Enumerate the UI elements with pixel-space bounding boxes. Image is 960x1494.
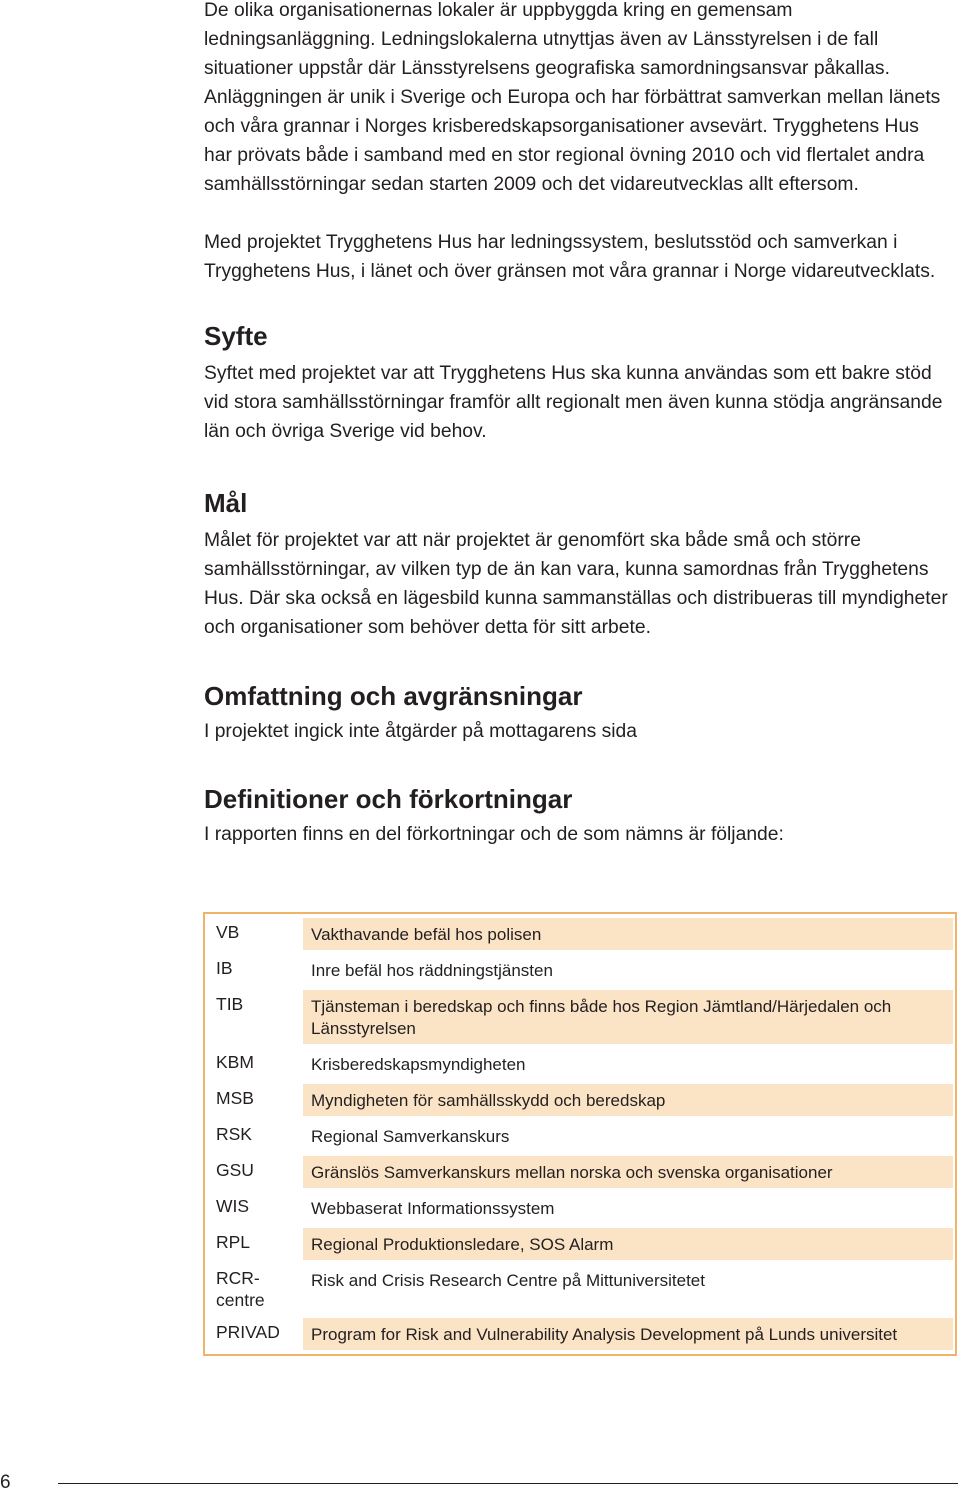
abbreviation-cell: GSU [216, 1160, 254, 1180]
mal-paragraph: Målet för projektet var att när projektet är genomfört ska både små och större samhällsstörningar, av vilken typ de än kan vara, kunna samordnas från Trygghetens Hus. Där ska också en lägesbild kunna sammanställas och distribueras till myndigheter och organisationer som behöver detta för sitt arbete. [204, 530, 948, 638]
definition-cell: Webbaserat Informationssystem [311, 1199, 555, 1218]
definition-cell: Program for Risk and Vulnerability Analysis Development på Lunds universitet [303, 1318, 953, 1350]
abbreviation-cell: MSB [216, 1088, 254, 1108]
abbreviation-table [203, 912, 957, 1356]
definitioner-paragraph: I rapporten finns en del förkortningar och de som nämns är följande: [204, 824, 784, 845]
footer-rule [58, 1483, 958, 1484]
abbreviation-cell: PRIVAD [216, 1322, 280, 1342]
definition-cell: Tjänsteman i beredskap och finns både hos Region Jämtland/Härjedalen och Länsstyrelsen [303, 990, 953, 1044]
definition-cell: Gränslös Samverkanskurs mellan norska och svenska organisationer [303, 1156, 953, 1188]
table-row [205, 952, 955, 988]
definition-cell: Risk and Crisis Research Centre på Mittuniversitetet [311, 1271, 705, 1290]
abbreviation-cell: RSK [216, 1124, 252, 1144]
definition-cell: Regional Produktionsledare, SOS Alarm [303, 1228, 953, 1260]
table-row [205, 1262, 955, 1316]
heading-omfattning: Omfattning och avgränsningar [204, 681, 583, 711]
document-body [204, 0, 952, 849]
abbreviation-cell: KBM [216, 1052, 254, 1072]
definition-cell: Regional Samverkanskurs [311, 1127, 510, 1146]
heading-syfte: Syfte [204, 321, 268, 351]
table-row [205, 988, 955, 1046]
table-row [205, 1118, 955, 1154]
table-row [205, 916, 955, 952]
heading-definitioner: Definitioner och förkortningar [204, 784, 573, 814]
definition-cell: Myndigheten för samhällsskydd och beredskap [303, 1084, 953, 1116]
definition-cell: Krisberedskapsmyndigheten [311, 1055, 526, 1074]
heading-mal: Mål [204, 488, 248, 518]
table-row [205, 1226, 955, 1262]
table-row [205, 1046, 955, 1082]
syfte-paragraph: Syftet med projektet var att Trygghetens Hus ska kunna användas som ett bakre stöd vid stora samhällsstörningar framför allt regionalt men även kunna stödja angränsande län och övriga Sverige vid behov. [204, 363, 943, 442]
definition-cell: Inre befäl hos räddningstjänsten [311, 961, 553, 980]
table-row [205, 1154, 955, 1190]
definition-cell: Vakthavande befäl hos polisen [303, 918, 953, 950]
table-row [205, 1190, 955, 1226]
table-row [205, 1082, 955, 1118]
omfattning-paragraph: I projektet ingick inte åtgärder på mottagarens sida [204, 721, 637, 742]
abbreviation-cell: TIB [216, 994, 244, 1014]
project-paragraph: Med projektet Trygghetens Hus har ledningssystem, beslutsstöd och samverkan i Trygghetens Hus, i länet och över gränsen mot våra grannar i Norge vidareutvecklats. [204, 232, 936, 282]
abbreviation-cell: RCR- centre [216, 1268, 265, 1310]
abbreviation-cell: RPL [216, 1232, 251, 1252]
abbreviation-cell: VB [216, 922, 240, 942]
abbreviation-cell: IB [216, 958, 233, 978]
page-number: 6 [0, 1472, 11, 1493]
abbreviation-cell: WIS [216, 1196, 250, 1216]
table-row [205, 1316, 955, 1352]
intro-paragraph: De olika organisationernas lokaler är uppbyggda kring en gemensam ledningsanläggning. Ledningslokalerna utnyttjas även av Länsstyrelsen i de fall situationer uppstår där Länsstyrelsens geografiska samordningsansvar påkallas. Anläggningen är unik i Sverige och Europa och har förbättrat samverkan mellan länets och våra grannar i Norges krisberedskapsorganisationer avsevärt. Trygghetens Hus har prövats både i samband med en stor regional övning 2010 och vid flertalet andra samhällsstörningar sedan starten 2009 och det vidareutvecklas allt eftersom. [204, 0, 941, 195]
